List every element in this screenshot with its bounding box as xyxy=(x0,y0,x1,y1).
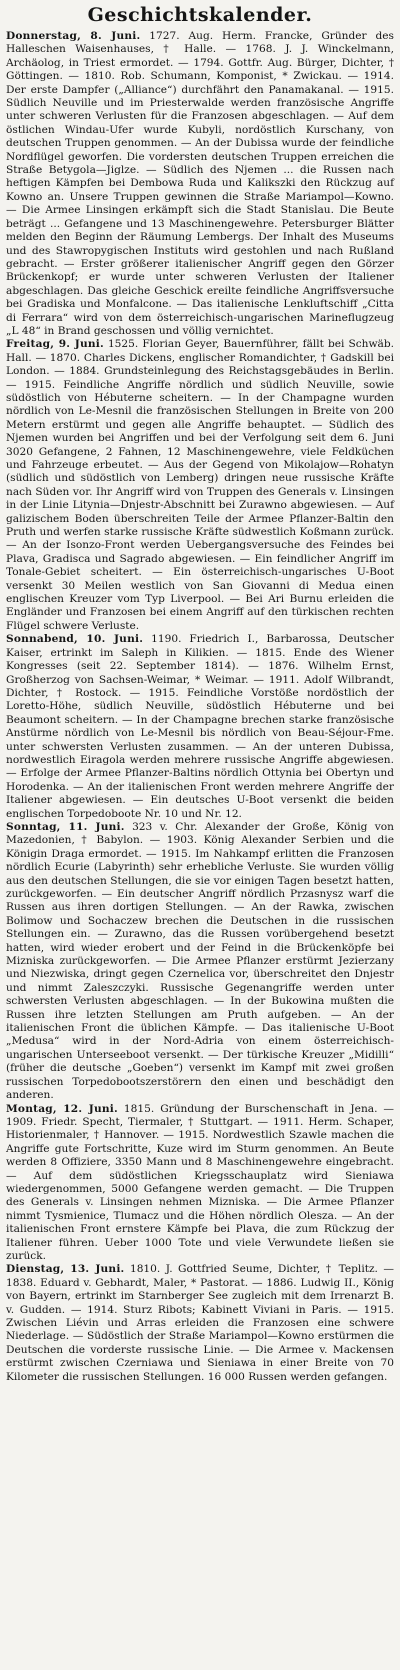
entry-day-heading: Donnerstag, 8. Juni. xyxy=(6,30,141,42)
entry-day-heading: Montag, 12. Juni. xyxy=(6,1102,118,1115)
entry-text: 1815. Gründung der Burschenschaft in Jena. — 1909. Friedr. Specht, Tiermaler, † Stuttgart. — 1911. Herm. Schaper, Historienmaler, † Hannover. — 1915. Nordwestlich Szawle machen die Angriffe gute Fortschritte, Kuze wird im Sturm genommen. An Beute werden 8 Offiziere, 3350 Mann und 8 Maschinengewehre eingebracht. — Auf dem südöstlichen Kriegsschauplatz wird Sieniawa wiedergenommen, 5000 Gefangene werden gemacht. — Die Truppen des Generals v. Linsingen nehmen Mizniska. — Die Armee Pflanzer nimmt Tysmienice, Tlumacz und die Höhen nördlich Olesza. — An der italienischen Front ernstere Kämpfe bei Plava, die zum Rückzug der Italiener führen. Ueber 1000 Tote und viele Verwundete ließen sie zurück. xyxy=(6,1102,395,1262)
entry-thursday xyxy=(6,30,394,338)
entry-tuesday xyxy=(6,1263,394,1384)
entry-saturday xyxy=(6,633,394,821)
entry-sunday xyxy=(6,821,394,1103)
column-title: Geschichtskalender. xyxy=(87,4,313,26)
entry-friday xyxy=(6,338,394,633)
entry-day-heading: Dienstag, 13. Juni. xyxy=(6,1263,125,1276)
entry-day-heading: Freitag, 9. Juni. xyxy=(6,338,104,351)
entry-text: 323 v. Chr. Alexander der Große, König von Mazedonien, † Babylon. — 1903. König Alexander Serbien und die Königin Draga ermordet. — 1915. Im Nahkampf erlitten die Franzosen nördlich Ecurie (Labyrinth) sehr erhebliche Verluste. Sie wurden völlig aus den deutschen Stellungen, die sie vor einigen Tagen besetzt hatten, zurückgeworfen. — Ein deutscher Angriff nördlich Przasnysz warf die Russen aus ihren dortigen Stellungen. — An der Rawka, zwischen Bolimow und Sochaczew brechen die Deutschen in die russischen Stellungen ein. — Zurawno, das die Russen vorübergehend besetzt hatten, wird wieder erobert und der Feind in die Brückenköpfe bei Mizniska zurückgeworfen. — Die Armee Pflanzer erstürmt Jezierzany und Niezwiska, dringt gegen Czernelica vor, überschreitet den Dnjestr und nimmt Zaleszczyki. Russische Gegenangriffe werden unter schwersten Verlusten abgeschlagen. — In der Bukowina mußten die Russen ihre letzten Stellungen am Pruth aufgeben. — An der italienischen Front die üblichen Kämpfe. — Das italienische U-Boot „Medusa“ wird in der Nord-Adria von einem österreichisch-ungarischen Unterseeboot versenkt. — Der türkische Kreuzer „Midilli“ (früher die deutsche „Goeben“) versenkt im Kampf mit zwei großen russischen Torpedobootszerstörern den einen und beschädigt den anderen. xyxy=(6,820,394,1102)
entry-monday xyxy=(6,1103,394,1264)
entry-text: 1525. Florian Geyer, Bauernführer, fällt bei Schwäb. Hall. — 1870. Charles Dickens, englischer Romandichter, † Gadskill bei London. — 1884. Grundsteinlegung des Reichstagsgebäudes in Berlin. — 1915. Feindliche Angriffe nördlich und südlich Neuville, sowie südöstlich von Hébuterne scheitern. — In der Champagne wurden nördlich von Le-Mesnil die französischen Stellungen in Breite von 200 Metern erstürmt und gegen alle Angriffe behauptet. — Südlich des Njemen wurden bei Angriffen und bei der Verfolgung seit dem 6. Juni 3020 Gefangene, 2 Fahnen, 12 Maschinengewehre, viele Feldküchen und Fahrzeuge erbeutet. — Aus der Gegend von Mikolajow—Rohatyn (südlich und südöstlich von Lemberg) dringen neue russische Kräfte nach Süden vor. Ihr Angriff wird von Truppen des Generals v. Linsingen in der Linie Litynia—Dnjestr-Abschnitt bei Zurawno abgewiesen. — Auf galizischem Boden überschreiten Teile der Armee Pflanzer-Baltin den Pruth und werfen starke russische Kräfte südwestlich Koßmann zurück. — An der Isonzo-Front werden Uebergangsversuche des Feindes bei Plava, Gradisca und Sagrado abgewiesen. — Ein feindlicher Angriff im Tonale-Gebiet scheitert. — Ein österreichisch-ungarisches U-Boot versenkt 30 Meilen westlich von San Giovanni di Medua einen englischen Kreuzer vom Typ Liverpool. — Bei Ari Burnu erleiden die Engländer und Franzosen bei einem Angriff auf den türkischen rechten Flügel schwere Verluste. xyxy=(6,338,395,632)
entry-text: 1810. J. Gottfried Seume, Dichter, † Teplitz. — 1838. Eduard v. Gebhardt, Maler, * Pastorat. — 1886. Ludwig II., König von Bayern, ertrinkt im Starnberger See zugleich mit dem Irrenarzt B. v. Gudden. — 1914. Sturz Ribots; Kabinett Viviani in Paris. — 1915. Zwischen Liévin und Arras erleiden die Franzosen eine schwere Niederlage. — Südöstlich der Straße Mariampol—Kowno erstürmen die Deutschen die vorderste russische Linie. — Die Armee v. Mackensen erstürmt zwischen Czerniawa und Sieniawa in einer Breite von 70 Kilometer die russischen Stellungen. 16 000 Russen werden gefangen. xyxy=(6,1263,394,1383)
entry-text: 1190. Friedrich I., Barbarossa, Deutscher Kaiser, ertrinkt im Saleph in Kilikien. — 1815. Ende des Wiener Kongresses (seit 22. September 1814). — 1876. Wilhelm Ernst, Großherzog von Sachsen-Weimar, * Weimar. — 1911. Adolf Wilbrandt, Dichter, † Rostock. — 1915. Feindliche Vorstöße nordöstlich der Loretto-Höhe, südlich Neuville, südöstlich Hébuterne und bei Beaumont scheitern. — In der Champagne brechen starke französische Anstürme nördlich von Le-Mesnil bis nördlich von Beau-Séjour-Fme. unter schwersten Verlusten zusammen. — An der unteren Dubissa, nordwestlich Eiragola werden mehrere russische Angriffe abgewiesen. — Erfolge der Armee Pflanzer-Baltins nördlich Ottynia bei Obertyn und Horodenka. — An der italienischen Front werden mehrere Angriffe der Italiener abgewiesen. — Ein deutsches U-Boot versenkt die beiden englischen Torpedoboote Nr. 10 und Nr. 12. xyxy=(6,633,394,820)
entry-text: 1727. Aug. Herm. Francke, Gründer des Halleschen Waisenhauses, † Halle. — 1768. J. J. Winckelmann, Archäolog, in Triest ermordet. — 1794. Gottfr. Aug. Bürger, Dichter, † Göttingen. — 1810. Rob. Schumann, Komponist, * Zwickau. — 1914. Der erste Dampfer („Alliance“) durchfährt den Panamakanal. — 1915. Südlich Neuville und im Priesterwalde werden französische Angriffe unter schweren Verlusten für die Franzosen abgeschlagen. — Auf dem östlichen Windau-Ufer wurde Kubyli, nordöstlich Kurschany, von deutschen Truppen genommen. — An der Dubissa wurde der feindliche Nordflügel geworfen. Die vordersten deutschen Truppen erreichen die Straße Betygola—Jiglze. — Südlich des Njemen ... die Russen nach heftigen Kämpfen bei Dembowa Ruda und Kalikszki den Rückzug auf Kowno an. Unsere Truppen gewinnen die Straße Mariampol—Kowno. — Die Armee Linsingen erkämpft sich die Stadt Stanislau. Die Beute beträgt ... Gefangene und 13 Maschinengewehre. Petersburger Blätter melden den Beginn der Räumung Lembergs. Der Inhalt des Museums und des Stawropygischen Instituts wird gestohlen und nach Rußland gebracht. — Erster größerer italienischer Angriff gegen den Görzer Brückenkopf; er wurde unter schweren Verlusten der Italiener abgeschlagen. Das gleiche Geschick ereilte feindliche Angriffsversuche bei Gradiska und Monfalcone. — Das italienische Lenkluftschiff „Citta di Ferrara“ wird von dem österreichisch-ungarischen Marineflugzeug „L 48“ in Brand geschossen und völlig vernichtet. xyxy=(6,30,394,337)
entry-day-heading: Sonntag, 11. Juni. xyxy=(6,820,125,833)
entry-day-heading: Sonnabend, 10. Juni. xyxy=(6,633,144,646)
